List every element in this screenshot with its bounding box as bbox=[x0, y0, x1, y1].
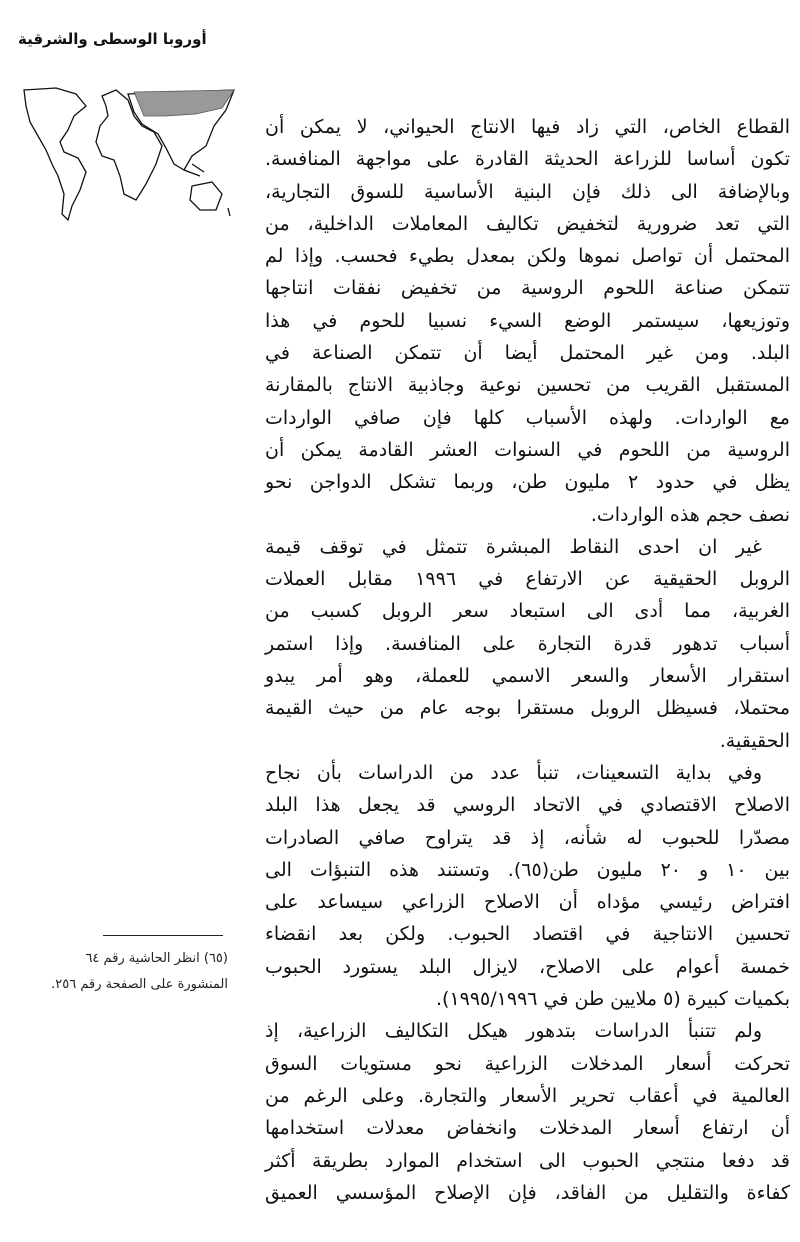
text-line: بكميات كبيرة (٥ ملايين طن في ١٩٩٥/١٩٩٦). bbox=[435, 988, 790, 1011]
footnote-line: المنشورة على الصفحة رقم ٢٥٦. bbox=[51, 977, 228, 992]
text-line: أن ارتفاع أسعار المدخلات وانخفاض معدلات استخدامها bbox=[265, 1117, 790, 1140]
text-line: وتوزيعها، سيستمر الوضع السيء نسبيا للحوم في هذا bbox=[265, 309, 790, 332]
body-text bbox=[265, 111, 790, 1209]
text-line: البلد. ومن غير المحتمل أيضا أن تتمكن الصناعة في bbox=[265, 342, 790, 365]
running-title: أوروبا الوسطى والشرقية bbox=[18, 30, 207, 48]
text-line: تتمكن صناعة اللحوم الروسية من تخفيض نفقات انتاجها bbox=[265, 277, 790, 300]
text-line: نصف حجم هذه الواردات. bbox=[590, 503, 790, 526]
text-line: الحقيقية. bbox=[719, 729, 790, 752]
text-line: بين ١٠ و ٢٠ مليون طن(٦٥). وتستند هذه التنبؤات الى bbox=[265, 858, 790, 881]
americas-outline bbox=[24, 88, 86, 220]
text-line: محتملا، فسيظل الروبل مستقرا بوجه عام من حيث القيمة bbox=[265, 697, 790, 720]
text-line: القطاع الخاص، التي زاد فيها الانتاج الحيواني، لا يمكن أن bbox=[265, 116, 790, 138]
text-line: وفي بداية التسعينات، تنبأ عدد من الدراسات بأن نجاح bbox=[265, 761, 762, 784]
russia-highlight bbox=[134, 90, 234, 116]
text-line: العالمية في أعقاب تحرير الأسعار والتجارة. وعلى الرغم من bbox=[265, 1084, 790, 1107]
text-line: كفاءة والتقليل من الفاقد، فإن الإصلاح المؤسسي العميق bbox=[265, 1181, 790, 1204]
text-line: يظل في حدود ٢ مليون طن، وربما تشكل الدواجن نحو bbox=[265, 471, 791, 494]
footnote-line: (٦٥) انظر الحاشية رقم ٦٤ bbox=[85, 951, 228, 966]
text-line: الاصلاح الاقتصادي في الاتحاد الروسي قد يجعل هذا البلد bbox=[265, 794, 790, 817]
text-line: مصدّرا للحبوب له شأنه، إذ قد يتراوح صافي الصادرات bbox=[265, 826, 790, 849]
text-line: خمسة أعوام على الاصلاح، لايزال البلد يستورد الحبوب bbox=[265, 955, 790, 978]
text-line: استقرار الأسعار والسعر الاسمي للعملة، وهو أمر يبدو bbox=[265, 665, 790, 688]
text-line: وبالإضافة الى ذلك فإن البنية الأساسية للسوق التجارية، bbox=[265, 180, 790, 203]
text-line: افتراض رئيسي مؤداه أن الاصلاح الزراعي سيساعد على bbox=[265, 891, 790, 914]
text-line: غير ان احدى النقاط المبشرة تتمثل في توقف قيمة bbox=[265, 535, 762, 558]
text-line: التي تعد ضرورية لتخفيض تكاليف المعاملات الداخلية، من bbox=[265, 212, 790, 235]
text-line: الروبل الحقيقية عن الارتفاع في ١٩٩٦ مقابل العملات bbox=[265, 568, 790, 591]
text-line: تكون أساسا للزراعة الحديثة القادرة على مواجهة المنافسة. bbox=[265, 148, 790, 171]
text-line: الروسية من اللحوم في السنوات العشر القادمة يمكن أن bbox=[265, 438, 790, 461]
text-line: ولم تتنبأ الدراسات بتدهور هيكل التكاليف الزراعية، إذ bbox=[265, 1020, 762, 1043]
footnote-divider bbox=[103, 935, 223, 936]
australia-outline bbox=[190, 182, 222, 210]
footnote bbox=[20, 946, 228, 998]
text-line: الغربية، مما أدى الى استبعاد سعر الروبل كسبب من bbox=[265, 600, 790, 623]
text-line: قد دفعا منتجي الحبوب الى استخدام الموارد بطريقة أكثر bbox=[265, 1149, 790, 1172]
world-map-icon bbox=[16, 86, 236, 226]
text-line: أسباب تدهور قدرة التجارة على المنافسة. وإذا استمر bbox=[265, 632, 790, 655]
text-line: تحسين الانتاجية في اقتصاد الحبوب. ولكن بعد انقضاء bbox=[265, 923, 790, 946]
text-line: المحتمل أن تواصل نموها ولكن بمعدل بطيء فحسب. وإذا لم bbox=[265, 245, 790, 268]
text-line: مع الواردات. ولهذه الأسباب كلها فإن صافي الواردات bbox=[265, 406, 790, 429]
text-line: تحركت أسعار المدخلات الزراعية نحو مستويات السوق bbox=[265, 1052, 790, 1075]
text-line: المستقبل القريب من تحسين نوعية وجاذبية الانتاج بالمقارنة bbox=[265, 374, 790, 397]
